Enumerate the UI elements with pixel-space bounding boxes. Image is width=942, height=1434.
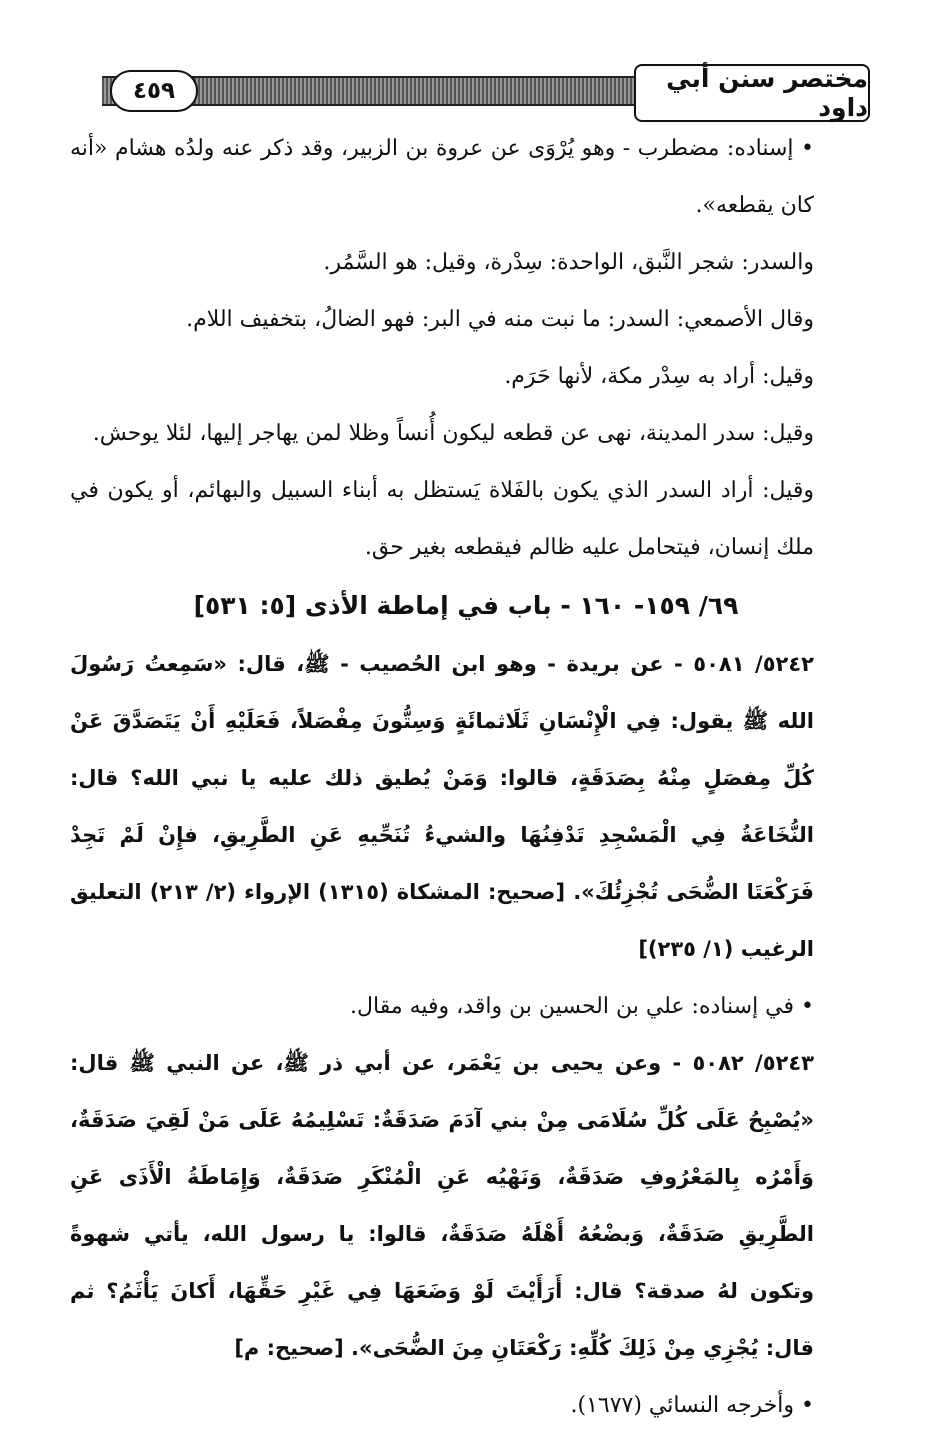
page-content: [70, 120, 862, 1434]
definition-paragraph: وقال الأصمعي: السدر: ما نبت منه في البر: فهو الضالُ، بتخفيف اللام.: [186, 307, 814, 332]
page-number: ٤٥٩: [110, 70, 198, 112]
hadith-text: ٥٢٤٣/ ٥٠٨٢ - وعن يحيى بن يَعْمَر، عن أبي ذر ﷺ، عن النبي ﷺ قال: «يُصْبِحُ عَلَى كُلِّ سُلَامَى مِنْ بني آدَمَ صَدَقَةٌ: تَسْلِيمُهُ عَلَى مَنْ لَقِيَ صَدَقَةٌ، وَأَمْرُه بِالمَعْرُوفِ صَدَقَةٌ، وَنَهْيُه عَنِ الْمُنْكَرِ صَدَقَةٌ، وَإِمَاطَةُ الْأَذَى عَنِ الطَّرِيقِ صَدَقَةٌ، وَبضْعُهُ أَهْلَهُ صَدَقَةٌ، قالوا: يا رسول الله، يأتي شهوةً وتكون لهُ صدقة؟ قال: أَرَأَيْتَ لَوْ وَضَعَهَا فِي غَيْرِ حَقِّهَا، أَكانَ يَأْثَمُ؟ ثم قال: يُجْزِي مِنْ ذَلِكَ كُلِّهِ: رَكْعَتَانِ مِنَ الضُّحَى». [صحيح: م]: [70, 1051, 814, 1360]
definition-paragraph: والسدر: شجر النَّبق، الواحدة: سِدْرة، وقيل: هو السَّمُر.: [323, 250, 814, 275]
definition-paragraph: وقيل: سدر المدينة، نهى عن قطعه ليكون أُنساً وظلا لمن يهاجر إليها، لئلا يوحش.: [92, 421, 814, 446]
definition-paragraph: وقيل: أراد به سِدْر مكة، لأنها حَرَم.: [504, 364, 814, 389]
chapter-heading: ٦٩/ ١٥٩- ١٦٠ - باب في إماطة الأذى [٥: ٥٣١]: [193, 591, 739, 620]
hadith-note: • وأخرجه النسائي (١٦٧٧).: [570, 1393, 814, 1418]
page-header: [92, 62, 870, 124]
definition-paragraph: وقيل: أراد السدر الذي يكون بالفَلاة يَستظل به أبناء السبيل والبهائم، أو يكون في ملك إنسان، فيتحامل عليه ظالم فيقطعه بغير حق.: [70, 478, 814, 560]
isnad-note: • إسناده: مضطرب - وهو يُرْوَى عن عروة بن الزبير، وقد ذكر عنه ولدُه هشام «أنه كان يقطعه».: [70, 136, 814, 218]
hadith-note: • في إسناده: علي بن الحسين بن واقد، وفيه مقال.: [350, 994, 814, 1019]
book-title: مختصر سنن أبي داود: [634, 64, 870, 122]
hadith-text: ٥٢٤٢/ ٥٠٨١ - عن بريدة - وهو ابن الحُصيب - ﷺ، قال: «سَمِعتُ رَسُولَ الله ﷺ يقول: فِي الْإِنْسَانِ ثَلَاثمائَةٍ وَسِتُّونَ مِفْصَلاً، فَعَلَيْهِ أَنْ يَتَصَدَّقَ عَنْ كُلِّ مِفصَلٍ مِنْهُ بِصَدَقَةٍ، قالوا: وَمَنْ يُطيق ذلك عليه يا نبي الله؟ قال: النُّخَاعَةُ فِي الْمَسْجِدِ تَدْفِنُهَا والشيءُ تُنَحِّيهِ عَنِ الطَّرِيقِ، فإِنْ لَمْ تَجِدْ فَرَكْعَتَا الضُّحَى تُجْزِئُكَ». [صحيح: المشكاة (١٣١٥) الإرواء (٢/ ٢١٣) التعليق الرغيب (١/ ٢٣٥)]: [70, 652, 815, 961]
